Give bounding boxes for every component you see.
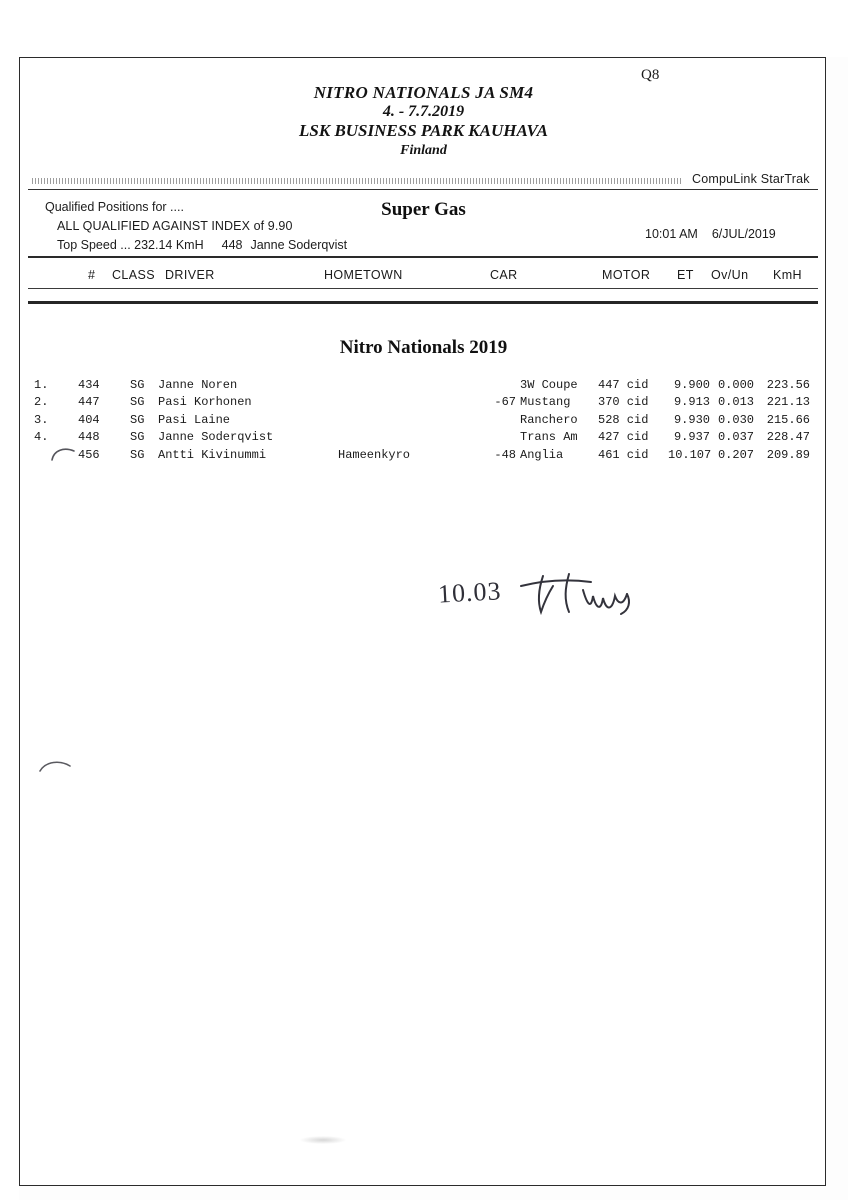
top-speed-car-number: 448	[221, 238, 243, 252]
section-title: Nitro Nationals 2019	[339, 337, 508, 358]
column-header-car: CAR	[490, 268, 518, 282]
top-speed-row	[57, 236, 347, 255]
top-speed-driver: Janne Soderqvist	[250, 238, 348, 252]
event-country: Finland	[400, 143, 447, 158]
column-header-driver: DRIVER	[165, 268, 215, 282]
divider-line-headers-top	[28, 256, 818, 258]
page-border	[19, 57, 826, 1186]
timing-system-label: CompuLink StarTrak	[692, 172, 810, 186]
row-car: Ranchero	[520, 412, 578, 427]
row-driver: Janne Noren	[158, 378, 238, 392]
row-driver: Antti Kivinummi	[158, 447, 267, 462]
row-class: SG	[130, 378, 145, 392]
row-hometown: Hameenkyro	[338, 447, 411, 462]
results-table	[20, 378, 827, 465]
row-position: 2.	[34, 395, 49, 410]
row-number: 447	[78, 395, 100, 410]
row-class: SG	[130, 447, 145, 462]
print-timestamp	[645, 227, 776, 241]
row-class: SG	[130, 412, 145, 427]
row-car: Mustang	[520, 395, 571, 410]
row-car: Anglia	[520, 447, 564, 462]
table-row	[20, 395, 827, 412]
row-et: 9.937	[673, 430, 710, 445]
top-speed-label: Top Speed ... 232.14 KmH	[57, 238, 204, 252]
print-date: 6/JUL/2019	[711, 227, 776, 241]
column-header-motor: MOTOR	[602, 268, 651, 282]
row-position: 3.	[34, 412, 49, 427]
event-venue: LSK BUSINESS PARK KAUHAVA	[299, 121, 548, 140]
row-position: 1.	[34, 378, 49, 392]
table-row	[20, 430, 827, 447]
table-row	[20, 413, 827, 430]
scan-margin-top	[0, 0, 848, 57]
row-ovun: 0.037	[717, 430, 754, 445]
row-ovun: 0.207	[717, 447, 754, 462]
row-kmh: 215.66	[766, 412, 810, 427]
row-et: 9.930	[673, 412, 710, 427]
qualified-positions-label: Qualified Positions for ....	[45, 200, 184, 214]
row-kmh: 223.56	[766, 378, 810, 392]
event-title-line-1: NITRO NATIONALS JA SM4	[313, 83, 534, 102]
row-ovun: 0.000	[717, 378, 754, 392]
row-kmh: 228.47	[766, 430, 810, 445]
row-car-year: -48	[494, 447, 516, 462]
column-header-et: ET	[677, 268, 694, 282]
row-motor: 447 cid	[598, 378, 649, 392]
handwritten-value: 10.03	[437, 576, 503, 609]
handwritten-mark-icon	[38, 758, 72, 774]
print-time: 10:01 AM	[645, 227, 698, 241]
row-motor: 370 cid	[598, 395, 649, 410]
row-et: 9.900	[673, 378, 710, 392]
row-number: 448	[78, 430, 100, 445]
row-position: 4.	[34, 430, 49, 445]
row-driver: Janne Soderqvist	[158, 430, 274, 445]
column-header-ovun: Ov/Un	[711, 268, 749, 282]
row-et: 9.913	[673, 395, 710, 410]
row-driver: Pasi Korhonen	[158, 395, 252, 410]
handwritten-signature-icon	[517, 570, 642, 618]
row-car-year: -67	[494, 395, 516, 410]
divider-line-top	[28, 189, 818, 190]
event-header	[20, 83, 827, 160]
row-motor: 461 cid	[598, 447, 649, 462]
column-header-class: CLASS	[112, 268, 155, 282]
class-title: Super Gas	[381, 199, 466, 220]
row-et: 10.107	[668, 447, 712, 462]
row-number: 404	[78, 412, 100, 427]
divider-line-table-top	[28, 301, 818, 304]
row-car: Trans Am	[520, 430, 578, 445]
row-kmh: 221.13	[766, 395, 810, 410]
index-label: ALL QUALIFIED AGAINST INDEX of 9.90	[57, 219, 293, 233]
column-header-number: #	[88, 268, 96, 282]
row-number: 434	[78, 378, 100, 392]
row-kmh: 209.89	[766, 447, 810, 462]
handwritten-tick-icon	[50, 446, 76, 462]
row-class: SG	[130, 430, 145, 445]
table-row	[20, 378, 827, 395]
sheet-label: Q8	[641, 67, 660, 83]
divider-line-headers-bottom	[28, 288, 818, 289]
scan-margin-left	[0, 0, 19, 1200]
column-header-kmh: KmH	[773, 268, 802, 282]
row-motor: 427 cid	[598, 430, 649, 445]
row-motor: 528 cid	[598, 412, 649, 427]
scan-smudge	[300, 1136, 346, 1144]
dotted-divider	[32, 178, 682, 184]
event-title-line-2: 4. - 7.7.2019	[382, 103, 465, 120]
row-class: SG	[130, 395, 145, 410]
row-ovun: 0.030	[717, 412, 754, 427]
column-header-hometown: HOMETOWN	[324, 268, 403, 282]
row-number: 456	[78, 447, 100, 462]
row-driver: Pasi Laine	[158, 412, 231, 427]
row-car: 3W Coupe	[520, 378, 578, 392]
row-ovun: 0.013	[717, 395, 754, 410]
table-row	[20, 448, 827, 465]
